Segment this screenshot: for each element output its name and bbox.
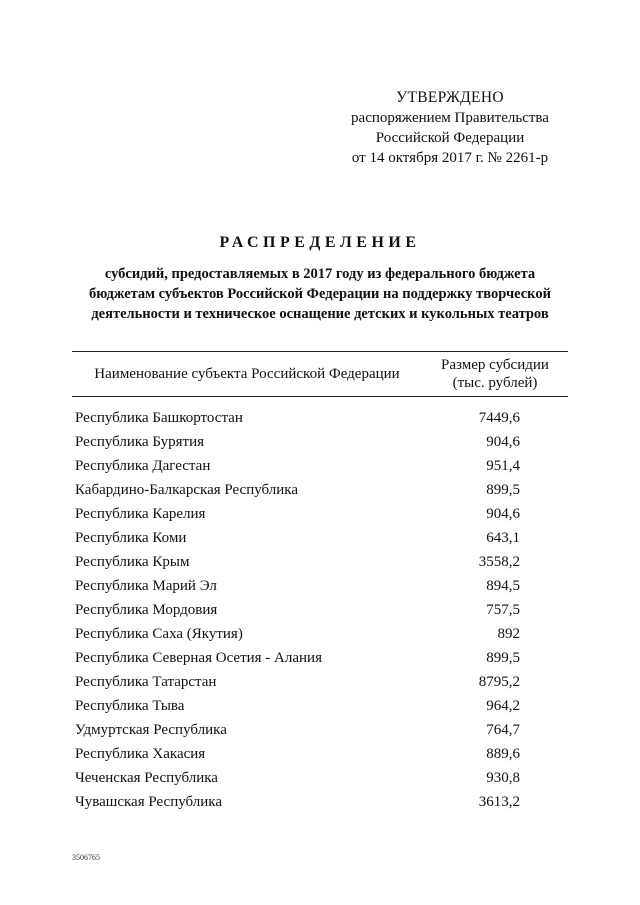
header-amount-line-2: (тыс. рублей) <box>452 375 538 391</box>
subtitle-line-2: бюджетам субъектов Российской Федерации на поддержку творческой <box>89 286 551 302</box>
subsidy-amount: 899,5 <box>486 481 520 498</box>
subsidy-amount: 643,1 <box>486 529 520 546</box>
table-row <box>72 550 568 574</box>
subsidy-amount: 894,5 <box>486 577 520 594</box>
region-name: Республика Татарстан <box>75 673 217 690</box>
document-title: РАСПРЕДЕЛЕНИЕ <box>219 234 421 251</box>
table-row <box>72 718 568 742</box>
subsidy-amount: 757,5 <box>486 601 520 618</box>
subsidy-amount: 904,6 <box>486 505 520 522</box>
subsidy-amount: 964,2 <box>486 697 520 714</box>
subsidy-amount: 889,6 <box>486 745 520 762</box>
subsidy-amount: 8795,2 <box>478 673 520 690</box>
region-name: Республика Крым <box>75 553 190 570</box>
table-row <box>72 766 568 790</box>
subtitle-line-3: деятельности и техническое оснащение детских и кукольных театров <box>91 306 549 322</box>
region-name: Чеченская Республика <box>75 769 218 786</box>
region-name: Чувашская Республика <box>75 793 223 810</box>
region-name: Республика Бурятия <box>75 433 205 450</box>
table-row <box>72 694 568 718</box>
region-name: Республика Коми <box>75 529 187 546</box>
subsidy-amount: 892 <box>497 625 520 642</box>
approval-title: УТВЕРЖДЕНО <box>396 89 504 106</box>
region-name: Удмуртская Республика <box>75 721 227 738</box>
header-subsidy-amount <box>422 356 568 392</box>
table-row <box>72 742 568 766</box>
table-row <box>72 478 568 502</box>
subsidy-amount: 7449,6 <box>478 409 520 426</box>
approval-line-3: от 14 октября 2017 г. № 2261-р <box>351 150 549 166</box>
subsidy-amount: 904,6 <box>486 433 520 450</box>
approval-line-2: Российской Федерации <box>375 130 525 146</box>
table-header <box>72 351 568 397</box>
header-amount-line-1: Размер субсидии <box>441 357 549 373</box>
region-name: Республика Саха (Якутия) <box>75 625 243 642</box>
table-row <box>72 406 568 430</box>
region-name: Республика Марий Эл <box>75 577 217 594</box>
approval-block <box>335 88 565 168</box>
table-row <box>72 598 568 622</box>
table-row <box>72 430 568 454</box>
region-name: Республика Северная Осетия - Алания <box>75 649 322 666</box>
header-region-name: Наименование субъекта Российской Федерации <box>94 365 400 382</box>
subsidy-table <box>72 351 568 814</box>
subsidy-amount: 3558,2 <box>478 553 520 570</box>
table-row <box>72 574 568 598</box>
subtitle-line-1: субсидий, предоставляемых в 2017 году из федерального бюджета <box>104 266 536 282</box>
table-row <box>72 670 568 694</box>
document-subtitle <box>50 264 590 324</box>
table-row <box>72 502 568 526</box>
region-name: Республика Башкортостан <box>75 409 243 426</box>
table-row <box>72 622 568 646</box>
region-name: Республика Дагестан <box>75 457 211 474</box>
approval-line-1: распоряжением Правительства <box>351 110 549 126</box>
subsidy-amount: 899,5 <box>486 649 520 666</box>
region-name: Республика Мордовия <box>75 601 218 618</box>
table-body <box>72 406 568 814</box>
table-row <box>72 454 568 478</box>
subsidy-amount: 951,4 <box>486 457 520 474</box>
table-row <box>72 646 568 670</box>
subsidy-amount: 3613,2 <box>478 793 520 810</box>
region-name: Кабардино-Балкарская Республика <box>75 481 299 498</box>
table-row <box>72 526 568 550</box>
region-name: Республика Хакасия <box>75 745 206 762</box>
subsidy-amount: 930,8 <box>486 769 520 786</box>
document-heading <box>50 232 590 324</box>
document-number: 3506765 <box>72 853 100 862</box>
table-row <box>72 790 568 814</box>
region-name: Республика Тыва <box>75 697 185 714</box>
region-name: Республика Карелия <box>75 505 206 522</box>
subsidy-amount: 764,7 <box>486 721 520 738</box>
